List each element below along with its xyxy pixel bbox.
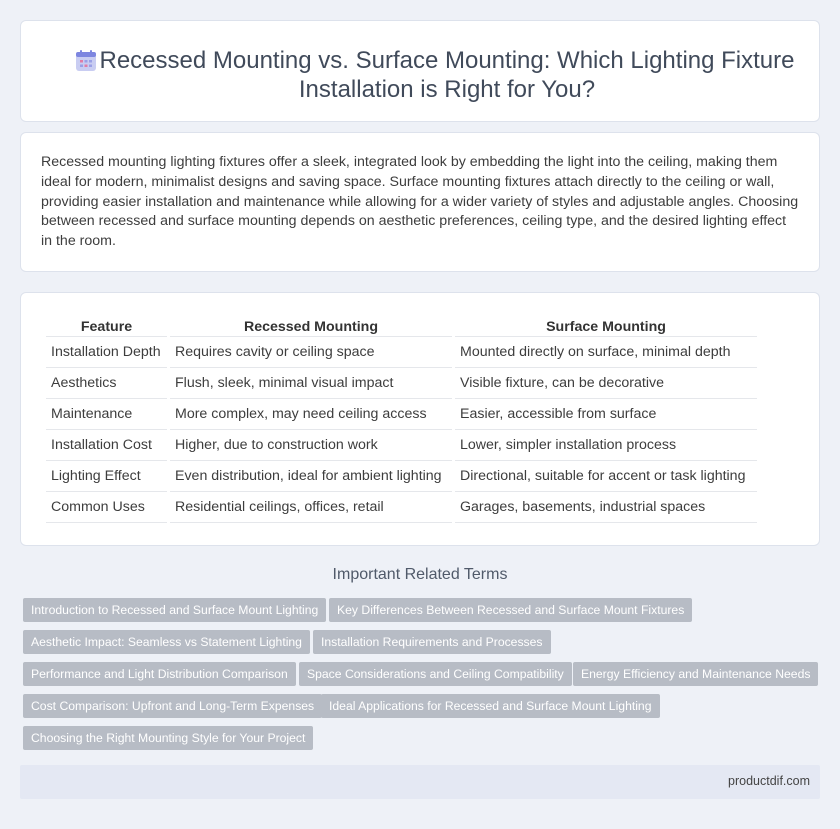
related-term-link[interactable]: Cost Comparison: Upfront and Long-Term Expenses — [23, 694, 322, 718]
table-cell: Easier, accessible from surface — [455, 399, 757, 430]
table-row — [46, 337, 757, 368]
intro-paragraph: Recessed mounting lighting fixtures offer a sleek, integrated look by embedding the light into the ceiling, making them ideal for modern, minimalist designs and saving space. Surface mounting fixtures attach directly to the ceiling or wall, providing easier installation and maintenance while allowing for a wider variety of styles and adjustable angles. Choosing between recessed and surface mounting depends on aesthetic preferences, ceiling type, and the desired lighting effect in the room. — [41, 154, 799, 250]
table-row — [46, 368, 757, 399]
column-header-feature: Feature — [46, 314, 167, 337]
table-row — [46, 399, 757, 430]
table-cell: Directional, suitable for accent or task lighting — [455, 461, 757, 492]
table-cell: Residential ceilings, offices, retail — [170, 492, 452, 523]
title-card — [20, 20, 820, 122]
related-term-link[interactable]: Installation Requirements and Processes — [313, 630, 551, 654]
table-cell: Lower, simpler installation process — [455, 430, 757, 461]
intro-card — [20, 132, 820, 272]
table-header-row — [46, 314, 757, 337]
comparison-table — [43, 314, 760, 523]
table-row — [46, 430, 757, 461]
table-cell: Aesthetics — [46, 368, 167, 399]
table-cell: Even distribution, ideal for ambient lighting — [170, 461, 452, 492]
table-row — [46, 492, 757, 523]
comparison-table-card — [20, 292, 820, 546]
table-cell: Common Uses — [46, 492, 167, 523]
table-row — [46, 461, 757, 492]
related-term-link[interactable]: Ideal Applications for Recessed and Surface Mount Lighting — [321, 694, 660, 718]
related-terms-heading: Important Related Terms — [332, 566, 508, 583]
table-cell: Requires cavity or ceiling space — [170, 337, 452, 368]
table-cell: Maintenance — [46, 399, 167, 430]
page-title: Recessed Mounting vs. Surface Mounting: Which Lighting Fixture Installation is Right for You? — [99, 47, 795, 103]
related-term-link[interactable]: Aesthetic Impact: Seamless vs Statement Lighting — [23, 630, 310, 654]
related-term-link[interactable]: Energy Efficiency and Maintenance Needs — [573, 662, 818, 686]
table-cell: More complex, may need ceiling access — [170, 399, 452, 430]
table-cell: Visible fixture, can be decorative — [455, 368, 757, 399]
related-term-link[interactable]: Introduction to Recessed and Surface Mount Lighting — [23, 598, 326, 622]
table-cell: Installation Depth — [46, 337, 167, 368]
column-header-recessed: Recessed Mounting — [170, 314, 452, 337]
table-cell: Higher, due to construction work — [170, 430, 452, 461]
related-term-link[interactable]: Key Differences Between Recessed and Surface Mount Fixtures — [329, 598, 692, 622]
footer-site-name: productdif.com — [728, 774, 810, 788]
table-cell: Garages, basements, industrial spaces — [455, 492, 757, 523]
table-cell: Flush, sleek, minimal visual impact — [170, 368, 452, 399]
table-cell: Lighting Effect — [46, 461, 167, 492]
related-term-link[interactable]: Performance and Light Distribution Comparison — [23, 662, 296, 686]
related-term-link[interactable]: Choosing the Right Mounting Style for Your Project — [23, 726, 313, 750]
table-cell: Mounted directly on surface, minimal depth — [455, 337, 757, 368]
related-term-link[interactable]: Space Considerations and Ceiling Compatibility — [299, 662, 572, 686]
column-header-surface: Surface Mounting — [455, 314, 757, 337]
table-cell: Installation Cost — [46, 430, 167, 461]
footer — [20, 765, 820, 799]
